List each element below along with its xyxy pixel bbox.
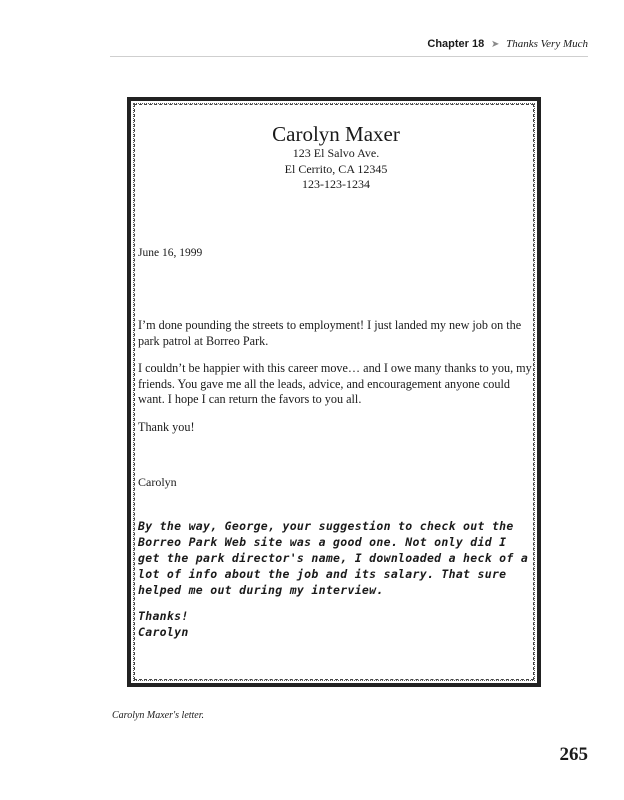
- letter: [138, 122, 534, 639]
- sender-phone: 123-123-1234: [302, 177, 370, 191]
- sender-street: 123 El Salvo Ave.: [292, 146, 380, 160]
- postscript-thanks: Thanks!: [138, 609, 189, 623]
- chapter-label: Chapter 18: [427, 38, 485, 50]
- running-head: [427, 38, 588, 50]
- sender-city: El Cerrito, CA 12345: [284, 161, 388, 176]
- handwritten-postscript: [138, 518, 534, 640]
- postscript-closing: [138, 608, 534, 640]
- letter-body: [138, 318, 534, 447]
- page-number: 265: [559, 744, 588, 765]
- paragraph: Thank you!: [138, 419, 195, 434]
- signature: Carolyn: [138, 475, 177, 489]
- chapter-title: Thanks Very Much: [506, 38, 588, 50]
- paragraph: I couldn’t be happier with this career move… and I owe many thanks to you, my friends. You gave me all the leads, advice, and encouragement anyone could want. I hope I can return the favors to you all.: [138, 361, 532, 406]
- paragraph: I’m done pounding the streets to employment! I just landed my new job on the park patrol at Borreo Park.: [138, 318, 522, 348]
- arrow-icon: ➤: [490, 39, 500, 50]
- letter-date: June 16, 1999: [138, 247, 203, 259]
- sender-name: Carolyn Maxer: [272, 122, 400, 146]
- postscript-text: By the way, George, your suggestion to check out the Borreo Park Web site was a good one. Not only did I get the park director's name, I downloaded a heck of a lot of info about the job and its salary. That sure helped me out during my interview.: [138, 519, 529, 597]
- header-rule: [110, 56, 588, 57]
- postscript-name: Carolyn: [138, 625, 189, 639]
- figure-caption: Carolyn Maxer's letter.: [112, 710, 205, 721]
